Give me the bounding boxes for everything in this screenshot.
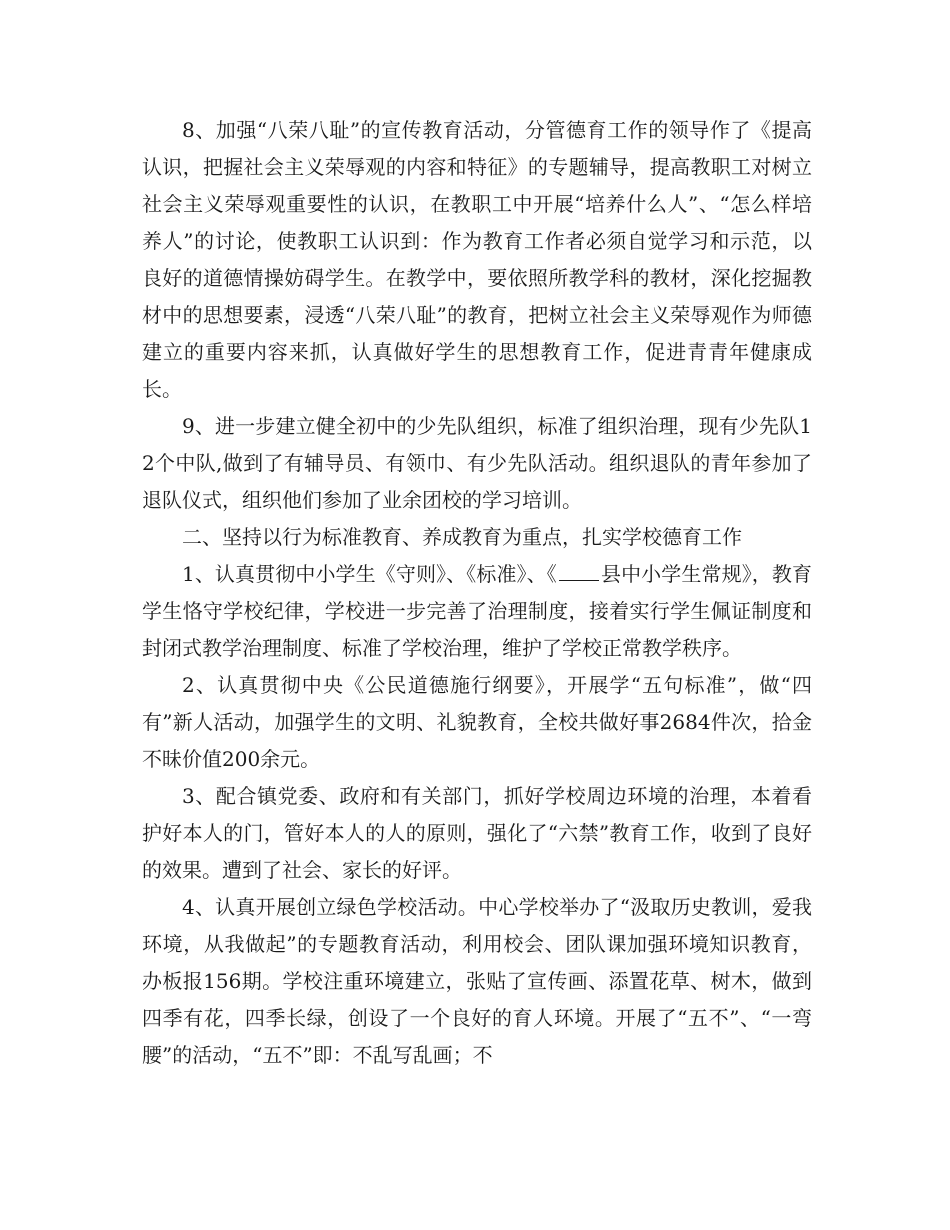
paragraph-item-2: 2、认真贯彻中央《公民道德施行纲要》，开展学“五句标准”，做“四有”新人活动，加强学生的文明、礼貌教育，全校共做好事2684件次，拾金不昧价值200余元。 (142, 673, 812, 771)
paragraph-item-1-before: 1、认真贯彻中小学生《守则》、《标准》、《 (182, 562, 557, 586)
section-heading-two: 二、坚持以行为标准教育、养成教育为重点，扎实学校德育工作 (182, 525, 742, 549)
paragraph-item-9: 9、进一步建立健全初中的少先队组织，标准了组织治理，现有少先队12个中队,做到了有辅导员、有领巾、有少先队活动。组织退队的青年参加了退队仪式，组织他们参加了业余团校的学习培训。 (142, 414, 812, 512)
paragraph-item-4: 4、认真开展创立绿色学校活动。中心学校举办了“汲取历史教训，爱我环境，从我做起”的专题教育活动，利用校会、团队课加强环境知识教育，办板报156期。学校注重环境建立，张贴了宣传画、添置花草、树木，做到四季有花，四季长绿，创设了一个良好的育人环境。开展了“五不”、“一弯腰”的活动，“五不”即：不乱写乱画；不 (142, 895, 812, 1067)
document-body (142, 112, 812, 1074)
paragraph-item-8: 8、加强“八荣八耻”的宣传教育活动，分管德育工作的领导作了《提高认识，把握社会主义荣辱观的内容和特征》的专题辅导，提高教职工对树立社会主义荣辱观重要性的认识，在教职工中开展“培养什么人”、“怎么样培养人”的讨论，使教职工认识到：作为教育工作者必须自觉学习和示范，以良好的道德情操妨碍学生。在教学中，要依照所教学科的教材，深化挖掘教材中的思想要素，浸透“八荣八耻”的教育，把树立社会主义荣辱观作为师德建立的重要内容来抓，认真做好学生的思想教育工作，促进青青年健康成长。 (142, 118, 812, 401)
paragraph-item-1 (142, 556, 812, 667)
paragraph-item-1-after: 县中小学生常规》，教育学生恪守学校纪律，学校进一步完善了治理制度，接着实行学生佩证制度和封闭式教学治理制度、标准了学校治理，维护了学校正常教学秩序。 (142, 562, 812, 660)
blank-underline (559, 562, 599, 581)
paragraph-item-3: 3、配合镇党委、政府和有关部门，抓好学校周边环境的治理，本着看护好本人的门，管好本人的人的原则，强化了“六禁”教育工作，收到了良好的效果。遭到了社会、家长的好评。 (142, 784, 812, 882)
